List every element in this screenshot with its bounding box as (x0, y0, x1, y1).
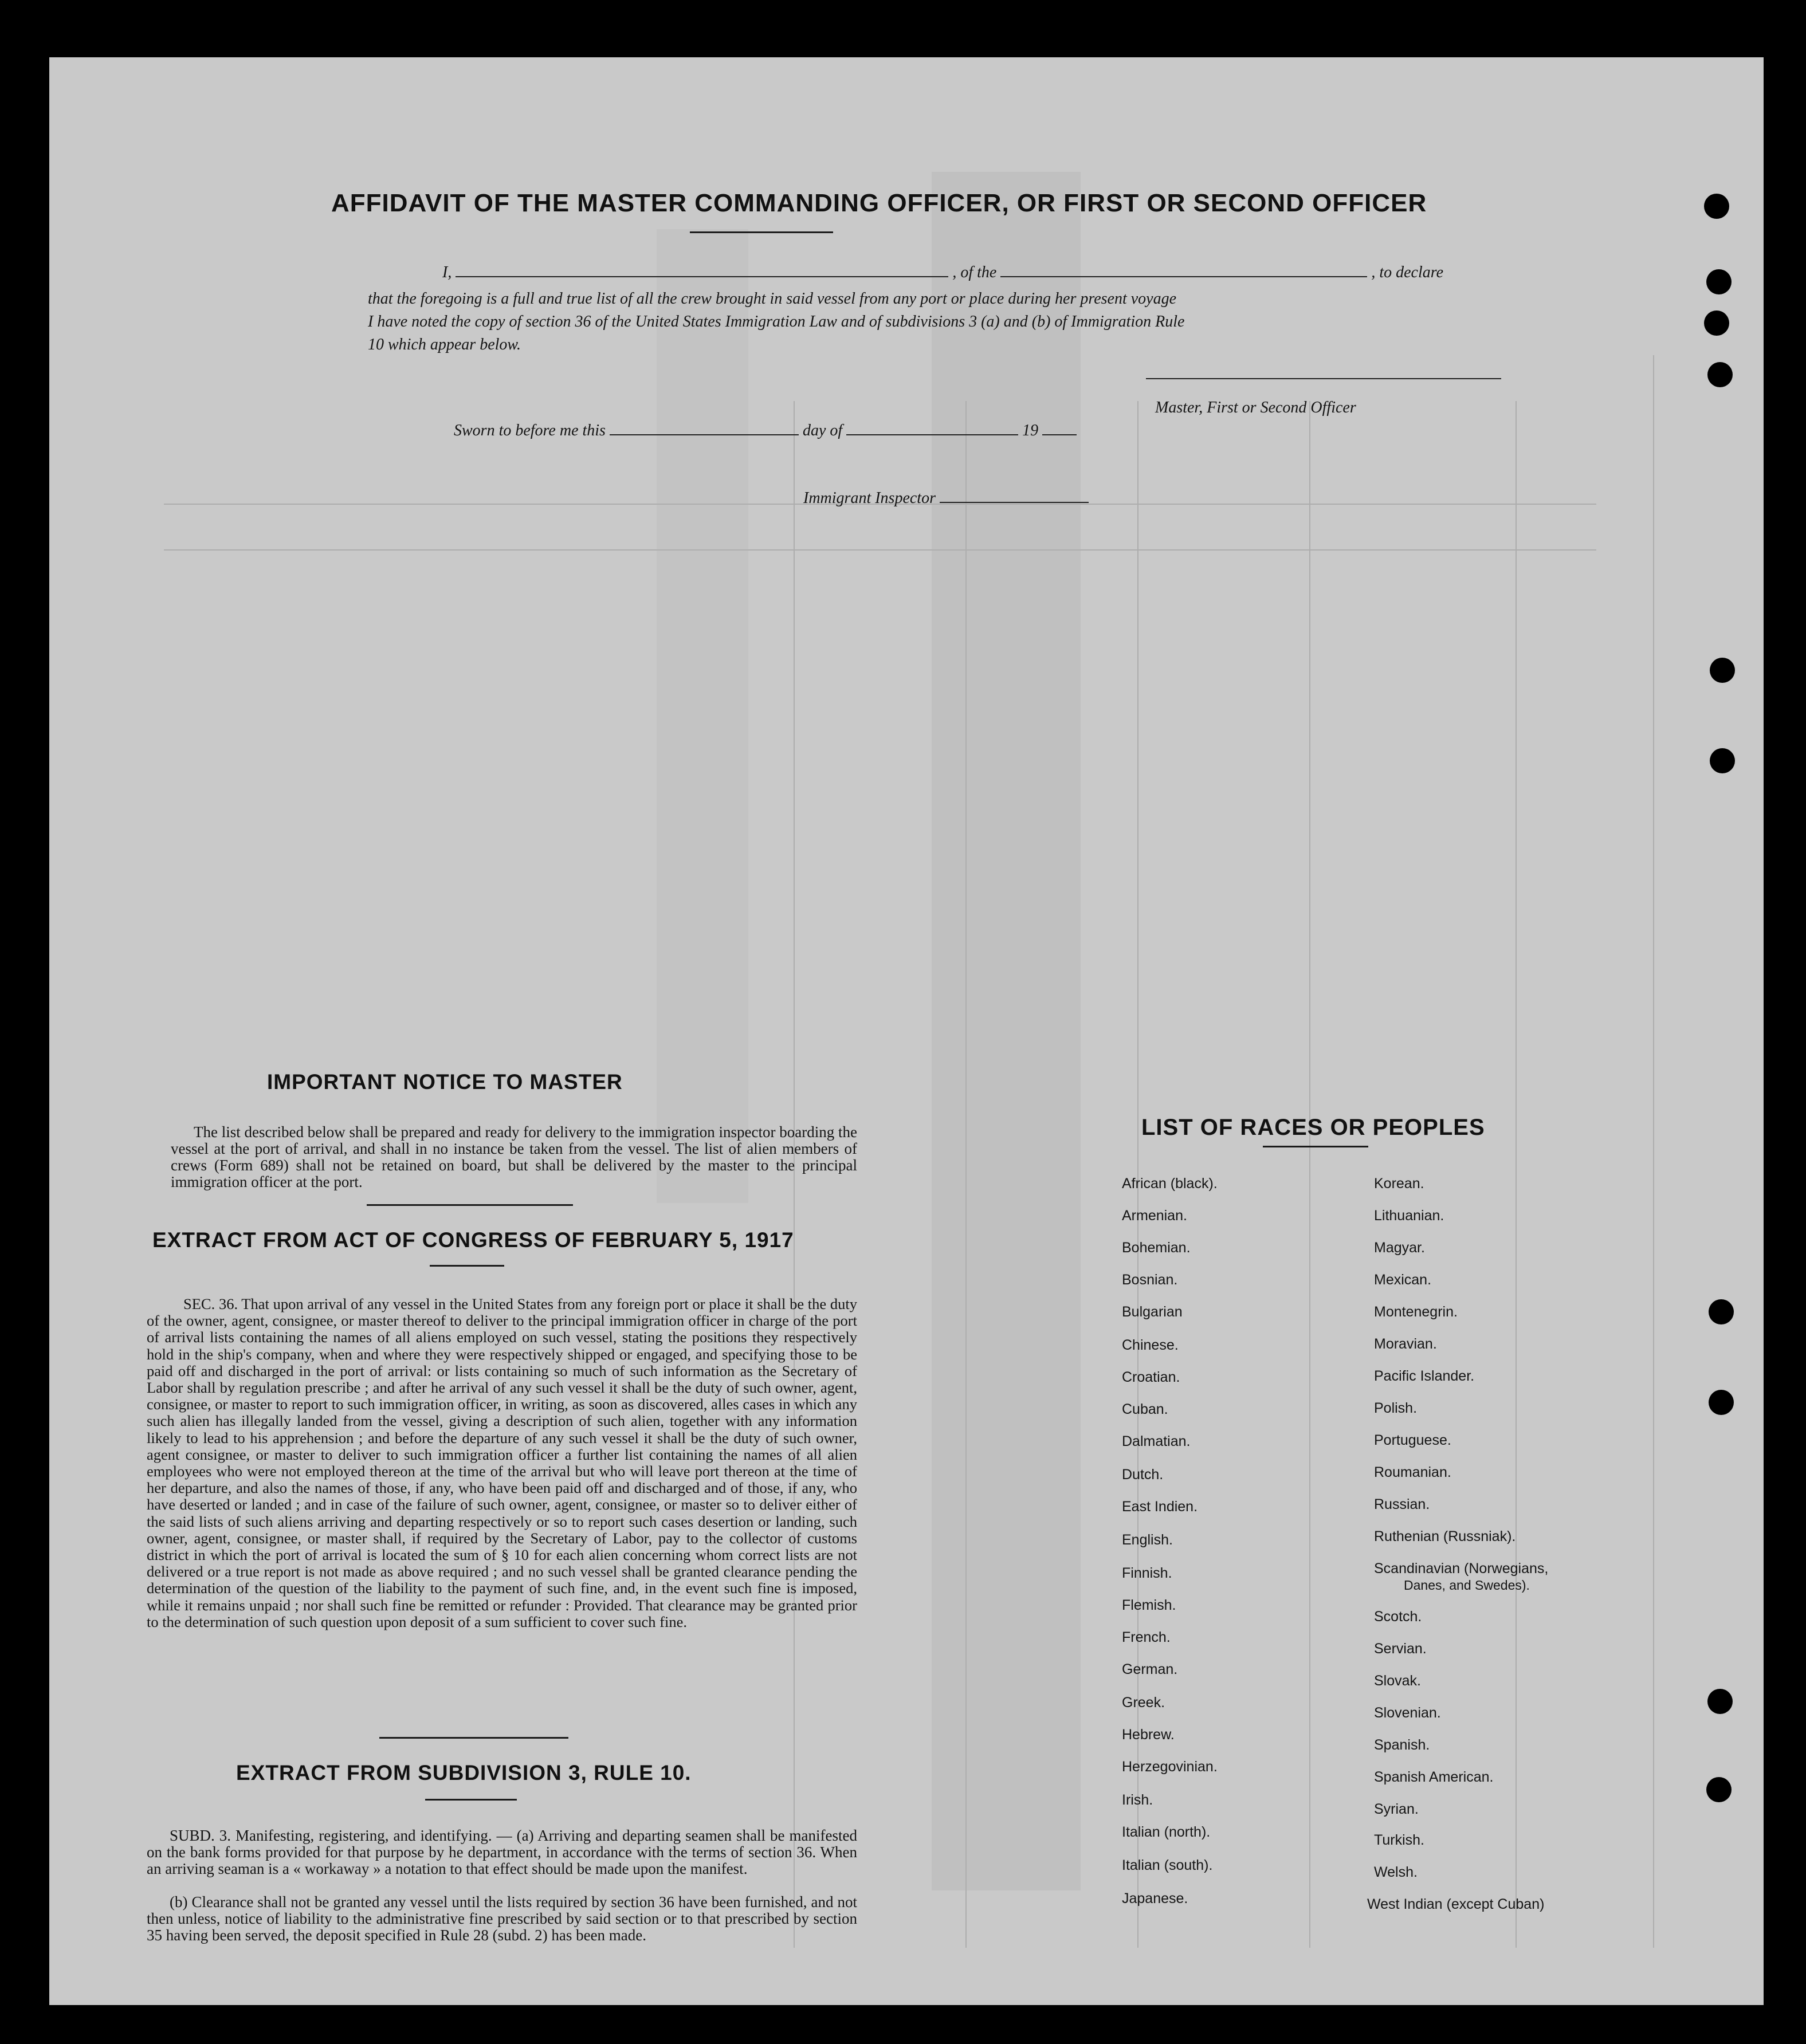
rule-text-a: SUBD. 3. Manifesting, registering, and identifying. — (a) Arriving and departing seamen shall be manifested on the bank forms provided for that purpose by he department, in accordance with the terms of section 36. When an arriving seaman is a « workaway » a notation to that effect should be made upon the manifest. (147, 1827, 857, 1877)
races-title-rule (1263, 1146, 1368, 1147)
act-rule (379, 1737, 568, 1739)
race-item: Japanese. (1122, 1890, 1188, 1907)
race-item: Portuguese. (1374, 1432, 1451, 1448)
act-title-rule (430, 1265, 504, 1267)
sworn-date-field[interactable] (610, 434, 799, 435)
race-item: Servian. (1374, 1641, 1427, 1657)
affidavit-title: AFFIDAVIT OF THE MASTER COMMANDING OFFICER, OR FIRST OR SECOND OFFICER (331, 189, 1427, 217)
affidavit-line-2: that the foregoing is a full and true list of all the crew brought in said vessel from any port or place during her present voyage (368, 290, 1177, 308)
race-item: Russian. (1374, 1496, 1430, 1512)
rule-text-b: (b) Clearance shall not be granted any vessel until the lists required by section 36 have been furnished, and not then unless, notice of liability to the administrative fine prescribed by said section or to that prescribed by section 35 having been served, the deposit specified in Rule 28 (subd. 2) has been made. (147, 1893, 857, 1944)
race-item: Herzegovinian. (1122, 1759, 1218, 1775)
race-item: Polish. (1374, 1400, 1418, 1416)
race-item: West Indian (except Cuban) (1367, 1896, 1545, 1912)
affidavit-line-1 (442, 264, 1443, 282)
race-item: Slovak. (1374, 1673, 1421, 1689)
affidavit-line-4: 10 which appear below. (368, 336, 521, 353)
sworn-year: 19 (1022, 422, 1039, 439)
declarant-prefix: I, (442, 264, 452, 281)
document-page (49, 57, 1764, 2005)
race-item: African (black). (1122, 1176, 1218, 1192)
race-item: Dutch. (1122, 1467, 1164, 1483)
punch-hole (1706, 269, 1732, 294)
race-item: Turkish. (1374, 1832, 1424, 1848)
sworn-prefix: Sworn to before me this (454, 422, 606, 439)
inspector-caption (803, 489, 1089, 508)
affidavit-title-rule (690, 231, 833, 233)
inspector-signature-field[interactable] (940, 502, 1089, 503)
punch-hole (1707, 362, 1733, 387)
vessel-name-field[interactable] (1000, 276, 1367, 277)
race-item: Bulgarian (1122, 1304, 1183, 1320)
race-item: Finnish. (1122, 1565, 1172, 1581)
rule-title: EXTRACT FROM SUBDIVISION 3, RULE 10. (236, 1761, 692, 1784)
punch-hole (1707, 1689, 1733, 1714)
race-item: East Indien. (1122, 1499, 1198, 1515)
sworn-month-field[interactable] (846, 434, 1018, 435)
declarant-suffix: , to declare (1371, 264, 1444, 281)
inspector-caption-text: Immigrant Inspector (803, 489, 936, 507)
act-text: SEC. 36. That upon arrival of any vessel in the United States from any foreign port or place it shall be the duty of the owner, agent, consignee, or master thereof to deliver to the principal immigration officer in charge of the port of arrival lists containing the names of all aliens employed on such vessel, stating the positions they respectively hold in the ship's company, when and where they were respectively shipped or engaged, and specifying those to be paid off and discharged in the port of arrival: or lists containing so much of such information as the Secretary of Labor shall by regulation prescribe ; and after he arrival of any such vessel it shall be the duty of such owner, agent, consignee, or master to report to such immigration officer, in writing, as soon as discovered, alles cases in which any such alien has illegally landed from the vessel, giving a description of such alien, together with any information likely to lead to his apprehension ; and before the departure of any such vessel it shall be the duty of such owner, agent consignee, or master to deliver to such immigration officer a further list containing the names of all alien employees who were not employed thereon at the time of the arrival but who will leave port thereon at the time of her departure, and also the names of those, if any, who have been paid off and discharged and of those, if any, who have deserted or landed ; and in case of the failure of such owner, agent, consignee, or master so to deliver either of the said lists of such aliens arriving and departing respectively or so to report such cases desertion or landing, such owner, agent, consignee, or master shall, if required by the Secretary of Labor, pay to the collector of customs district in which the port of arrival is located the sum of § 10 for each alien concerning whom correct lists are not delivered or a true report is not made as above required ; and no such vessel shall be granted clearance pending the determination of the question of the liability to the payment of such fine, and, in the event such fine is imposed, while it remains unpaid ; nor shall such fine be remitted or refunder : Provided. That clearance may be granted prior to the determination of such question upon deposit of a sum sufficient to cover such fine. (147, 1295, 857, 1630)
punch-hole (1709, 1299, 1734, 1324)
race-item: Italian (south). (1122, 1857, 1213, 1873)
race-item: Spanish. (1374, 1737, 1430, 1753)
signature-caption: Master, First or Second Officer (1155, 399, 1356, 416)
race-item: Chinese. (1122, 1337, 1179, 1353)
punch-hole (1710, 748, 1735, 773)
race-item: Spanish American. (1374, 1769, 1494, 1785)
race-item: Korean. (1374, 1176, 1424, 1192)
race-item: Flemish. (1122, 1597, 1176, 1613)
race-item: Greek. (1122, 1695, 1165, 1711)
notice-title: IMPORTANT NOTICE TO MASTER (267, 1070, 623, 1094)
notice-rule (367, 1204, 573, 1206)
race-item: Montenegrin. (1374, 1304, 1458, 1320)
declarant-name-field[interactable] (456, 276, 948, 277)
punch-hole (1704, 310, 1729, 336)
race-item: Roumanian. (1374, 1464, 1451, 1480)
notice-text: The list described below shall be prepared and ready for delivery to the immigration inspector boarding the vessel at the port of arrival, and shall in no instance be taken from the vessel. The list of alien members of crews (Form 689) shall not be retained on board, but shall be delivered by the master to the principal immigration officer at the port. (171, 1123, 857, 1190)
race-item: Scotch. (1374, 1609, 1422, 1625)
race-item: Italian (north). (1122, 1824, 1211, 1840)
race-item: Mexican. (1374, 1272, 1432, 1288)
punch-hole (1710, 658, 1735, 683)
race-item: Bohemian. (1122, 1240, 1191, 1256)
bleed-through-texture (49, 57, 1764, 2005)
signature-line[interactable] (1146, 378, 1501, 379)
sworn-year-field[interactable] (1042, 434, 1077, 435)
sworn-line (454, 422, 1077, 440)
race-item: French. (1122, 1629, 1171, 1645)
punch-hole (1706, 1777, 1732, 1802)
race-item: Croatian. (1122, 1369, 1180, 1385)
race-item: Ruthenian (Russniak). (1374, 1528, 1516, 1544)
rule-title-rule (425, 1799, 517, 1801)
race-item: Pacific Islander. (1374, 1368, 1475, 1384)
race-item: Lithuanian. (1374, 1208, 1444, 1224)
race-item: German. (1122, 1661, 1178, 1677)
race-item: Hebrew. (1122, 1727, 1175, 1743)
race-item: Danes, and Swedes). (1404, 1578, 1530, 1593)
race-item: Dalmatian. (1122, 1433, 1191, 1449)
race-item: Syrian. (1374, 1801, 1419, 1817)
race-item: Magyar. (1374, 1240, 1425, 1256)
race-item: Bosnian. (1122, 1272, 1178, 1288)
race-item: Welsh. (1374, 1864, 1418, 1880)
race-item: Armenian. (1122, 1208, 1187, 1224)
race-item: Moravian. (1374, 1336, 1437, 1352)
races-title: LIST OF RACES OR PEOPLES (1141, 1115, 1485, 1140)
sworn-day: day of (802, 422, 843, 439)
declarant-mid: , of the (952, 264, 997, 281)
race-item: Slovenian. (1374, 1705, 1441, 1721)
race-item: Cuban. (1122, 1401, 1168, 1417)
race-item: Irish. (1122, 1792, 1153, 1808)
punch-hole (1709, 1390, 1734, 1415)
affidavit-line-3: I have noted the copy of section 36 of the United States Immigration Law and of subdivisions 3 (a) and (b) of Immigration Rule (368, 313, 1185, 331)
race-item: Scandinavian (Norwegians, (1374, 1560, 1549, 1577)
act-title: EXTRACT FROM ACT OF CONGRESS OF FEBRUARY 5, 1917 (152, 1228, 794, 1252)
punch-hole (1704, 194, 1729, 219)
race-item: English. (1122, 1532, 1173, 1548)
